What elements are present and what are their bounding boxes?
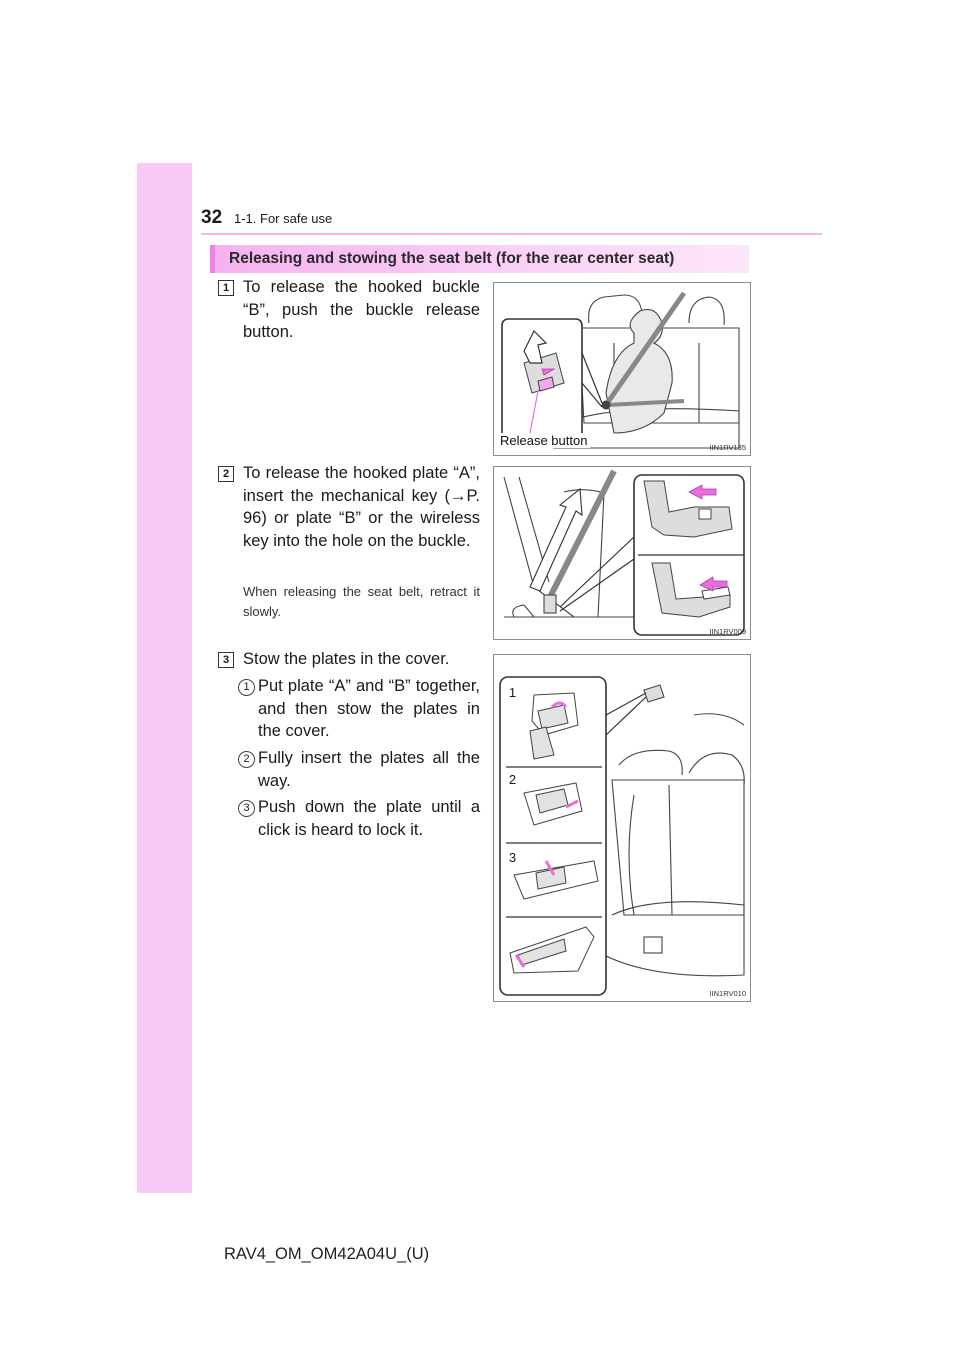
title-bar (210, 245, 749, 273)
substep-1-text: Put plate “A” and “B” together, and then stow the plates in the cover. (258, 677, 480, 740)
figure-plate-release (493, 466, 751, 640)
substep-2-text: Fully insert the plates all the way. (258, 749, 480, 790)
step-1-text: To release the hooked buckle “B”, push the buckle release button. (243, 278, 480, 341)
page-number: 32 (201, 207, 223, 228)
substep-number-2: 2 (238, 751, 255, 768)
callout-2: 2 (508, 772, 517, 787)
section-title: 1-1. For safe use (234, 211, 333, 226)
step-3-text: Stow the plates in the cover. (243, 650, 450, 668)
page-title: Releasing and stowing the seat belt (for the rear center seat) (229, 250, 675, 267)
header-rule (201, 233, 822, 235)
seat-belt-buckle-illustration (494, 283, 750, 455)
figure-code-3: IIN1RV010 (709, 989, 746, 998)
side-band (137, 163, 192, 1193)
step-number-1: 1 (218, 280, 234, 296)
step-number-3: 3 (218, 652, 234, 668)
stow-plates-illustration (494, 655, 750, 1001)
step-2-text: To release the hooked plate “A”, insert the mechanical key (→P. 96) or plate “B” or the wireless key into the hole on the buckle. (243, 464, 480, 550)
figure-stow-plates (493, 654, 751, 1002)
footer-doc-code: RAV4_OM_OM42A04U_(U) (224, 1245, 430, 1263)
step-2-note: When releasing the seat belt, retract it slowly. (243, 584, 480, 619)
plate-release-illustration (494, 467, 750, 639)
figure-release-button (493, 282, 751, 456)
substep-number-1: 1 (238, 679, 255, 696)
step-number-2: 2 (218, 466, 234, 482)
figure-code-2: IIN1RV009 (709, 627, 746, 636)
callout-3: 3 (508, 850, 517, 865)
callout-1: 1 (508, 685, 517, 700)
substep-number-3: 3 (238, 800, 255, 817)
release-button-label: Release button (497, 433, 590, 448)
substep-3-text: Push down the plate until a click is heard to lock it. (258, 798, 480, 839)
figure-code-1: IIN1RV135 (709, 443, 746, 452)
